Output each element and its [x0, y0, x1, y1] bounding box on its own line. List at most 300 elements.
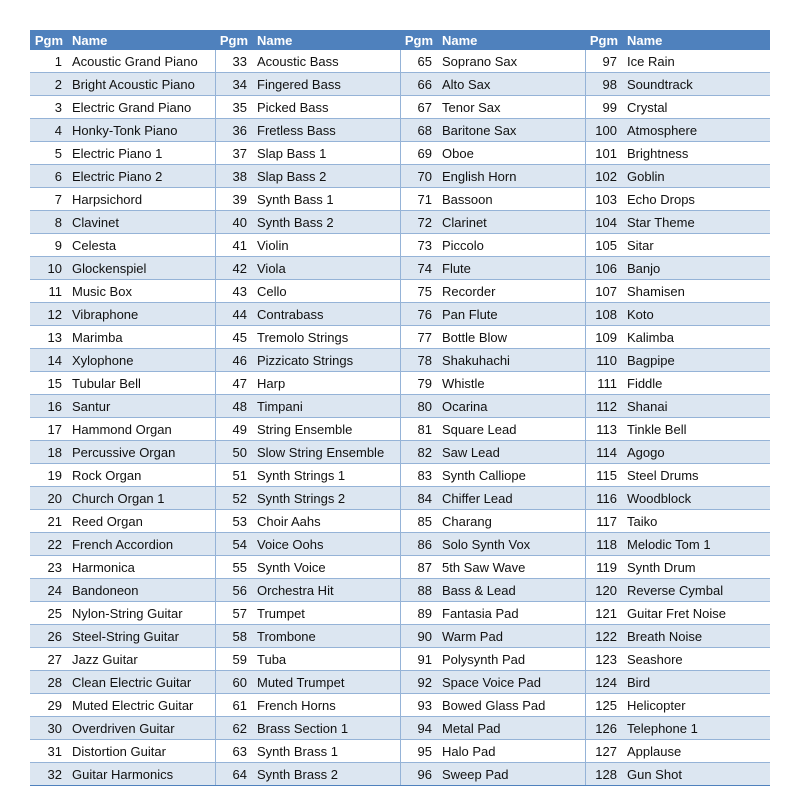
- program-number: 7: [30, 188, 68, 211]
- program-number: 57: [215, 602, 253, 625]
- program-number: 107: [585, 280, 623, 303]
- program-number: 87: [400, 556, 438, 579]
- instrument-name: Synth Bass 1: [253, 188, 400, 211]
- table-row: [30, 533, 770, 556]
- instrument-sheet: [30, 30, 770, 786]
- program-number: 96: [400, 763, 438, 786]
- program-number: 122: [585, 625, 623, 648]
- instrument-name: Synth Strings 2: [253, 487, 400, 510]
- instrument-name: Picked Bass: [253, 96, 400, 119]
- table-row: [30, 602, 770, 625]
- instrument-name: Telephone 1: [623, 717, 770, 740]
- program-number: 28: [30, 671, 68, 694]
- table-row: [30, 556, 770, 579]
- instrument-name: Electric Piano 1: [68, 142, 215, 165]
- table-row: [30, 372, 770, 395]
- instrument-name: Seashore: [623, 648, 770, 671]
- instrument-name: Space Voice Pad: [438, 671, 585, 694]
- instrument-name: Electric Piano 2: [68, 165, 215, 188]
- instrument-name: Muted Trumpet: [253, 671, 400, 694]
- instrument-name: Bass & Lead: [438, 579, 585, 602]
- table-row: [30, 50, 770, 73]
- table-row: [30, 740, 770, 763]
- program-number: 65: [400, 50, 438, 73]
- program-number: 75: [400, 280, 438, 303]
- program-number: 69: [400, 142, 438, 165]
- instrument-name: Tenor Sax: [438, 96, 585, 119]
- program-number: 46: [215, 349, 253, 372]
- table-row: [30, 395, 770, 418]
- instrument-name: Fingered Bass: [253, 73, 400, 96]
- program-number: 37: [215, 142, 253, 165]
- program-number: 15: [30, 372, 68, 395]
- instrument-name: Synth Brass 2: [253, 763, 400, 786]
- program-number: 36: [215, 119, 253, 142]
- table-row: [30, 142, 770, 165]
- program-number: 54: [215, 533, 253, 556]
- program-number: 4: [30, 119, 68, 142]
- instrument-name: Honky-Tonk Piano: [68, 119, 215, 142]
- instrument-name: Warm Pad: [438, 625, 585, 648]
- instrument-name: Trombone: [253, 625, 400, 648]
- instrument-name: Steel-String Guitar: [68, 625, 215, 648]
- instrument-name: Clarinet: [438, 211, 585, 234]
- table-row: [30, 188, 770, 211]
- program-number: 23: [30, 556, 68, 579]
- header-name-1: Name: [68, 30, 215, 50]
- instrument-name: Synth Drum: [623, 556, 770, 579]
- program-number: 52: [215, 487, 253, 510]
- instrument-name: Synth Voice: [253, 556, 400, 579]
- program-number: 60: [215, 671, 253, 694]
- instrument-name: Star Theme: [623, 211, 770, 234]
- program-number: 33: [215, 50, 253, 73]
- table-row: [30, 763, 770, 786]
- program-number: 9: [30, 234, 68, 257]
- program-number: 24: [30, 579, 68, 602]
- program-number: 112: [585, 395, 623, 418]
- instrument-name: Clavinet: [68, 211, 215, 234]
- instrument-name: Nylon-String Guitar: [68, 602, 215, 625]
- program-number: 50: [215, 441, 253, 464]
- program-number: 97: [585, 50, 623, 73]
- program-number: 90: [400, 625, 438, 648]
- header-pgm-1: Pgm: [30, 30, 68, 50]
- instrument-name: Hammond Organ: [68, 418, 215, 441]
- program-number: 116: [585, 487, 623, 510]
- program-number: 71: [400, 188, 438, 211]
- program-number: 82: [400, 441, 438, 464]
- program-number: 118: [585, 533, 623, 556]
- program-number: 105: [585, 234, 623, 257]
- instrument-name: Overdriven Guitar: [68, 717, 215, 740]
- instrument-name: Harmonica: [68, 556, 215, 579]
- instrument-name: Woodblock: [623, 487, 770, 510]
- program-number: 104: [585, 211, 623, 234]
- instrument-name: Pizzicato Strings: [253, 349, 400, 372]
- gm-instrument-table: [30, 30, 770, 786]
- program-number: 101: [585, 142, 623, 165]
- program-number: 6: [30, 165, 68, 188]
- instrument-name: Clean Electric Guitar: [68, 671, 215, 694]
- program-number: 85: [400, 510, 438, 533]
- instrument-name: English Horn: [438, 165, 585, 188]
- program-number: 76: [400, 303, 438, 326]
- instrument-name: French Accordion: [68, 533, 215, 556]
- instrument-name: Saw Lead: [438, 441, 585, 464]
- instrument-name: Soprano Sax: [438, 50, 585, 73]
- program-number: 88: [400, 579, 438, 602]
- program-number: 59: [215, 648, 253, 671]
- instrument-name: Marimba: [68, 326, 215, 349]
- instrument-name: Fretless Bass: [253, 119, 400, 142]
- program-number: 83: [400, 464, 438, 487]
- instrument-name: Harpsichord: [68, 188, 215, 211]
- instrument-name: Alto Sax: [438, 73, 585, 96]
- instrument-name: Helicopter: [623, 694, 770, 717]
- program-number: 120: [585, 579, 623, 602]
- instrument-name: Bassoon: [438, 188, 585, 211]
- instrument-name: Piccolo: [438, 234, 585, 257]
- instrument-name: Fiddle: [623, 372, 770, 395]
- header-pgm-2: Pgm: [215, 30, 253, 50]
- program-number: 20: [30, 487, 68, 510]
- instrument-name: Flute: [438, 257, 585, 280]
- instrument-name: Synth Bass 2: [253, 211, 400, 234]
- table-row: [30, 96, 770, 119]
- program-number: 109: [585, 326, 623, 349]
- program-number: 84: [400, 487, 438, 510]
- instrument-name: Kalimba: [623, 326, 770, 349]
- program-number: 48: [215, 395, 253, 418]
- instrument-name: Shamisen: [623, 280, 770, 303]
- table-row: [30, 119, 770, 142]
- program-number: 61: [215, 694, 253, 717]
- instrument-name: Steel Drums: [623, 464, 770, 487]
- program-number: 18: [30, 441, 68, 464]
- program-number: 35: [215, 96, 253, 119]
- program-number: 70: [400, 165, 438, 188]
- instrument-name: Tremolo Strings: [253, 326, 400, 349]
- program-number: 92: [400, 671, 438, 694]
- instrument-name: Echo Drops: [623, 188, 770, 211]
- program-number: 40: [215, 211, 253, 234]
- instrument-name: Reverse Cymbal: [623, 579, 770, 602]
- instrument-name: Acoustic Bass: [253, 50, 400, 73]
- instrument-name: Contrabass: [253, 303, 400, 326]
- instrument-name: Recorder: [438, 280, 585, 303]
- program-number: 94: [400, 717, 438, 740]
- program-number: 25: [30, 602, 68, 625]
- instrument-name: Celesta: [68, 234, 215, 257]
- instrument-name: Brightness: [623, 142, 770, 165]
- instrument-name: Cello: [253, 280, 400, 303]
- program-number: 72: [400, 211, 438, 234]
- instrument-name: Choir Aahs: [253, 510, 400, 533]
- program-number: 124: [585, 671, 623, 694]
- instrument-name: Synth Strings 1: [253, 464, 400, 487]
- program-number: 58: [215, 625, 253, 648]
- program-number: 93: [400, 694, 438, 717]
- instrument-name: Baritone Sax: [438, 119, 585, 142]
- instrument-name: Muted Electric Guitar: [68, 694, 215, 717]
- instrument-name: Glockenspiel: [68, 257, 215, 280]
- instrument-name: Applause: [623, 740, 770, 763]
- instrument-name: Electric Grand Piano: [68, 96, 215, 119]
- instrument-name: Church Organ 1: [68, 487, 215, 510]
- instrument-name: Distortion Guitar: [68, 740, 215, 763]
- table-row: [30, 694, 770, 717]
- instrument-name: Bandoneon: [68, 579, 215, 602]
- program-number: 95: [400, 740, 438, 763]
- instrument-name: Harp: [253, 372, 400, 395]
- instrument-name: Voice Oohs: [253, 533, 400, 556]
- instrument-name: Shakuhachi: [438, 349, 585, 372]
- instrument-name: Bagpipe: [623, 349, 770, 372]
- program-number: 81: [400, 418, 438, 441]
- program-number: 1: [30, 50, 68, 73]
- instrument-name: Timpani: [253, 395, 400, 418]
- instrument-name: Vibraphone: [68, 303, 215, 326]
- program-number: 66: [400, 73, 438, 96]
- table-row: [30, 418, 770, 441]
- table-row: [30, 211, 770, 234]
- program-number: 127: [585, 740, 623, 763]
- instrument-name: Slow String Ensemble: [253, 441, 400, 464]
- program-number: 47: [215, 372, 253, 395]
- program-number: 5: [30, 142, 68, 165]
- instrument-name: Banjo: [623, 257, 770, 280]
- program-number: 119: [585, 556, 623, 579]
- program-number: 2: [30, 73, 68, 96]
- instrument-name: Solo Synth Vox: [438, 533, 585, 556]
- program-number: 117: [585, 510, 623, 533]
- instrument-name: Jazz Guitar: [68, 648, 215, 671]
- instrument-name: Music Box: [68, 280, 215, 303]
- program-number: 79: [400, 372, 438, 395]
- header-pgm-4: Pgm: [585, 30, 623, 50]
- program-number: 128: [585, 763, 623, 786]
- table-row: [30, 510, 770, 533]
- instrument-name: Percussive Organ: [68, 441, 215, 464]
- program-number: 55: [215, 556, 253, 579]
- program-number: 111: [585, 372, 623, 395]
- instrument-name: Atmosphere: [623, 119, 770, 142]
- instrument-name: Xylophone: [68, 349, 215, 372]
- program-number: 29: [30, 694, 68, 717]
- instrument-name: Guitar Harmonics: [68, 763, 215, 786]
- header-row: [30, 30, 770, 50]
- instrument-name: Bird: [623, 671, 770, 694]
- table-row: [30, 165, 770, 188]
- program-number: 64: [215, 763, 253, 786]
- program-number: 98: [585, 73, 623, 96]
- program-number: 126: [585, 717, 623, 740]
- instrument-name: Bottle Blow: [438, 326, 585, 349]
- instrument-name: Brass Section 1: [253, 717, 400, 740]
- instrument-name: Chiffer Lead: [438, 487, 585, 510]
- program-number: 8: [30, 211, 68, 234]
- table-row: [30, 73, 770, 96]
- instrument-name: Bowed Glass Pad: [438, 694, 585, 717]
- table-row: [30, 579, 770, 602]
- program-number: 3: [30, 96, 68, 119]
- instrument-name: Slap Bass 1: [253, 142, 400, 165]
- instrument-name: Fantasia Pad: [438, 602, 585, 625]
- instrument-name: Charang: [438, 510, 585, 533]
- instrument-name: String Ensemble: [253, 418, 400, 441]
- instrument-name: Square Lead: [438, 418, 585, 441]
- table-row: [30, 349, 770, 372]
- program-number: 108: [585, 303, 623, 326]
- instrument-name: Trumpet: [253, 602, 400, 625]
- table-row: [30, 717, 770, 740]
- program-number: 51: [215, 464, 253, 487]
- program-number: 80: [400, 395, 438, 418]
- instrument-name: Ocarina: [438, 395, 585, 418]
- table-row: [30, 257, 770, 280]
- program-number: 113: [585, 418, 623, 441]
- instrument-name: Oboe: [438, 142, 585, 165]
- program-number: 67: [400, 96, 438, 119]
- program-number: 74: [400, 257, 438, 280]
- instrument-name: Ice Rain: [623, 50, 770, 73]
- table-row: [30, 625, 770, 648]
- program-number: 41: [215, 234, 253, 257]
- program-number: 42: [215, 257, 253, 280]
- program-number: 17: [30, 418, 68, 441]
- program-number: 38: [215, 165, 253, 188]
- table-row: [30, 487, 770, 510]
- program-number: 21: [30, 510, 68, 533]
- instrument-name: Orchestra Hit: [253, 579, 400, 602]
- table-row: [30, 303, 770, 326]
- program-number: 68: [400, 119, 438, 142]
- instrument-name: Melodic Tom 1: [623, 533, 770, 556]
- instrument-name: Metal Pad: [438, 717, 585, 740]
- program-number: 91: [400, 648, 438, 671]
- program-number: 102: [585, 165, 623, 188]
- program-number: 13: [30, 326, 68, 349]
- program-number: 125: [585, 694, 623, 717]
- instrument-name: Santur: [68, 395, 215, 418]
- program-number: 14: [30, 349, 68, 372]
- program-number: 62: [215, 717, 253, 740]
- instrument-name: Soundtrack: [623, 73, 770, 96]
- instrument-name: French Horns: [253, 694, 400, 717]
- table-row: [30, 464, 770, 487]
- instrument-name: Slap Bass 2: [253, 165, 400, 188]
- program-number: 19: [30, 464, 68, 487]
- instrument-name: Polysynth Pad: [438, 648, 585, 671]
- program-number: 100: [585, 119, 623, 142]
- program-number: 63: [215, 740, 253, 763]
- instrument-name: 5th Saw Wave: [438, 556, 585, 579]
- program-number: 49: [215, 418, 253, 441]
- table-row: [30, 234, 770, 257]
- instrument-name: Synth Brass 1: [253, 740, 400, 763]
- instrument-name: Viola: [253, 257, 400, 280]
- program-number: 32: [30, 763, 68, 786]
- program-number: 103: [585, 188, 623, 211]
- header-name-2: Name: [253, 30, 400, 50]
- instrument-name: Goblin: [623, 165, 770, 188]
- program-number: 56: [215, 579, 253, 602]
- program-number: 30: [30, 717, 68, 740]
- program-number: 39: [215, 188, 253, 211]
- table-row: [30, 648, 770, 671]
- program-number: 12: [30, 303, 68, 326]
- header-pgm-3: Pgm: [400, 30, 438, 50]
- instrument-name: Tuba: [253, 648, 400, 671]
- program-number: 26: [30, 625, 68, 648]
- instrument-name: Whistle: [438, 372, 585, 395]
- table-row: [30, 280, 770, 303]
- program-number: 106: [585, 257, 623, 280]
- instrument-name: Synth Calliope: [438, 464, 585, 487]
- program-number: 44: [215, 303, 253, 326]
- program-number: 86: [400, 533, 438, 556]
- instrument-name: Shanai: [623, 395, 770, 418]
- program-number: 115: [585, 464, 623, 487]
- program-number: 31: [30, 740, 68, 763]
- program-number: 16: [30, 395, 68, 418]
- instrument-name: Tinkle Bell: [623, 418, 770, 441]
- instrument-name: Koto: [623, 303, 770, 326]
- table-body: [30, 50, 770, 786]
- program-number: 53: [215, 510, 253, 533]
- table-row: [30, 326, 770, 349]
- program-number: 99: [585, 96, 623, 119]
- instrument-name: Taiko: [623, 510, 770, 533]
- header-name-3: Name: [438, 30, 585, 50]
- instrument-name: Bright Acoustic Piano: [68, 73, 215, 96]
- program-number: 45: [215, 326, 253, 349]
- program-number: 78: [400, 349, 438, 372]
- program-number: 123: [585, 648, 623, 671]
- instrument-name: Halo Pad: [438, 740, 585, 763]
- table-row: [30, 441, 770, 464]
- header-name-4: Name: [623, 30, 770, 50]
- instrument-name: Rock Organ: [68, 464, 215, 487]
- program-number: 114: [585, 441, 623, 464]
- program-number: 10: [30, 257, 68, 280]
- program-number: 73: [400, 234, 438, 257]
- program-number: 43: [215, 280, 253, 303]
- instrument-name: Crystal: [623, 96, 770, 119]
- program-number: 121: [585, 602, 623, 625]
- program-number: 27: [30, 648, 68, 671]
- program-number: 110: [585, 349, 623, 372]
- program-number: 77: [400, 326, 438, 349]
- instrument-name: Tubular Bell: [68, 372, 215, 395]
- program-number: 22: [30, 533, 68, 556]
- instrument-name: Pan Flute: [438, 303, 585, 326]
- instrument-name: Breath Noise: [623, 625, 770, 648]
- instrument-name: Sweep Pad: [438, 763, 585, 786]
- instrument-name: Guitar Fret Noise: [623, 602, 770, 625]
- instrument-name: Violin: [253, 234, 400, 257]
- instrument-name: Agogo: [623, 441, 770, 464]
- instrument-name: Gun Shot: [623, 763, 770, 786]
- instrument-name: Reed Organ: [68, 510, 215, 533]
- program-number: 34: [215, 73, 253, 96]
- program-number: 11: [30, 280, 68, 303]
- instrument-name: Sitar: [623, 234, 770, 257]
- table-row: [30, 671, 770, 694]
- instrument-name: Acoustic Grand Piano: [68, 50, 215, 73]
- program-number: 89: [400, 602, 438, 625]
